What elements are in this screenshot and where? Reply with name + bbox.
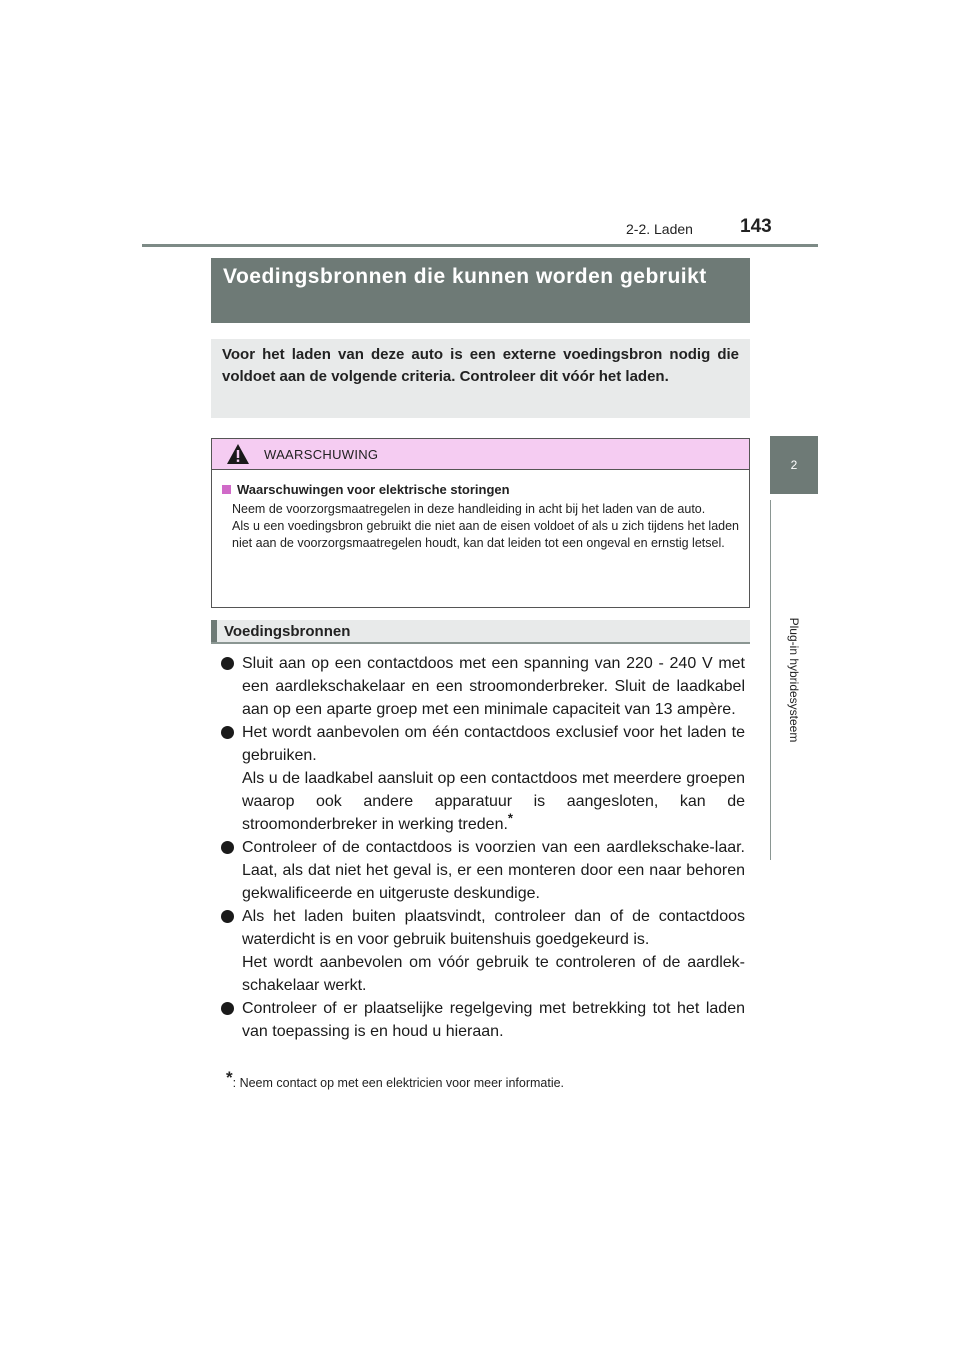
footnote-marker: * <box>507 810 513 826</box>
list-item <box>220 721 745 836</box>
subsection-bar <box>211 620 217 642</box>
list-item-text: Als het laden buiten plaatsvindt, controleer dan of de contactdoos waterdicht is en voor gebruik buitenshuis goedgekeurd is. <box>242 908 745 948</box>
header-rule <box>142 244 818 247</box>
subsection-header <box>211 620 750 644</box>
list-item <box>220 652 745 721</box>
square-bullet-icon <box>222 485 231 494</box>
list-item-text: Sluit aan op een contactdoos met een spanning van 220 - 240 V met een aardlekschakelaar en een stroomonderbreker. Sluit de laadkabel aan op een aparte groep met een minimale capaciteit van 13 ampère. <box>242 655 745 718</box>
warning-subheading <box>222 482 739 497</box>
intro-text: Voor het laden van deze auto is een externe voedingsbron nodig die voldoet aan de volgende criteria. Controleer dit vóór het laden. <box>211 339 750 418</box>
warning-paragraph: Als u een voedingsbron gebruikt die niet aan de eisen voldoet of als u zich tijdens het laden niet aan de voorzorgsmaatregelen houdt, kan dat leiden tot een ongeval en ernstig letsel. <box>232 519 739 550</box>
list-item <box>220 836 745 905</box>
footnote-star: * <box>226 1068 233 1087</box>
list-item-text: Het wordt aanbevolen om één contactdoos exclusief voor het laden te gebruiken. <box>242 724 745 764</box>
warning-triangle-icon <box>226 443 250 465</box>
warning-header <box>212 439 749 470</box>
list-item <box>220 997 745 1043</box>
bullet-dot-icon <box>221 1002 234 1015</box>
footnote-text: : Neem contact op met een elektricien voor meer informatie. <box>232 1076 565 1090</box>
page-title: Voedingsbronnen die kunnen worden gebruikt <box>211 258 750 323</box>
bullet-list <box>220 652 745 1043</box>
footnote <box>226 1068 564 1090</box>
warning-paragraph: Neem de voorzorgsmaatregelen in deze handleiding in acht bij het laden van de auto. <box>232 502 706 516</box>
list-item-text: Controleer of er plaatselijke regelgeving met betrekking tot het laden van toepassing is en houd u hieraan. <box>242 1000 745 1040</box>
section-title: 2-2. Laden <box>626 221 693 237</box>
chapter-label: Plug-in hybridesysteem <box>787 617 801 743</box>
bullet-dot-icon <box>221 910 234 923</box>
list-item-text: Als u de laadkabel aansluit op een contactdoos met meerdere groepen waarop ook andere apparatuur is aangesloten, kan de stroomonderbreker in werking treden.* <box>242 770 745 833</box>
page-number: 143 <box>740 216 772 237</box>
bullet-dot-icon <box>221 657 234 670</box>
chapter-tab[interactable] <box>770 436 818 494</box>
list-item <box>220 905 745 997</box>
bullet-dot-icon <box>221 726 234 739</box>
chapter-number: 2 <box>790 458 798 472</box>
subsection-title: Voedingsbronnen <box>224 623 351 640</box>
list-item-text: Controleer of de contactdoos is voorzien van een aardlekschake-laar. Laat, als dat niet het geval is, er een monteren door een naar behoren gekwalificeerde en uitgeruste deskundige. <box>242 839 745 902</box>
warning-subheading-text: Waarschuwingen voor elektrische storingen <box>237 482 510 497</box>
warning-title: WAARSCHUWING <box>264 446 379 462</box>
warning-box <box>211 438 750 608</box>
list-item-text: Het wordt aanbevolen om vóór gebruik te controleren of de aardlek-schakelaar werkt. <box>242 954 745 994</box>
bullet-dot-icon <box>221 841 234 854</box>
